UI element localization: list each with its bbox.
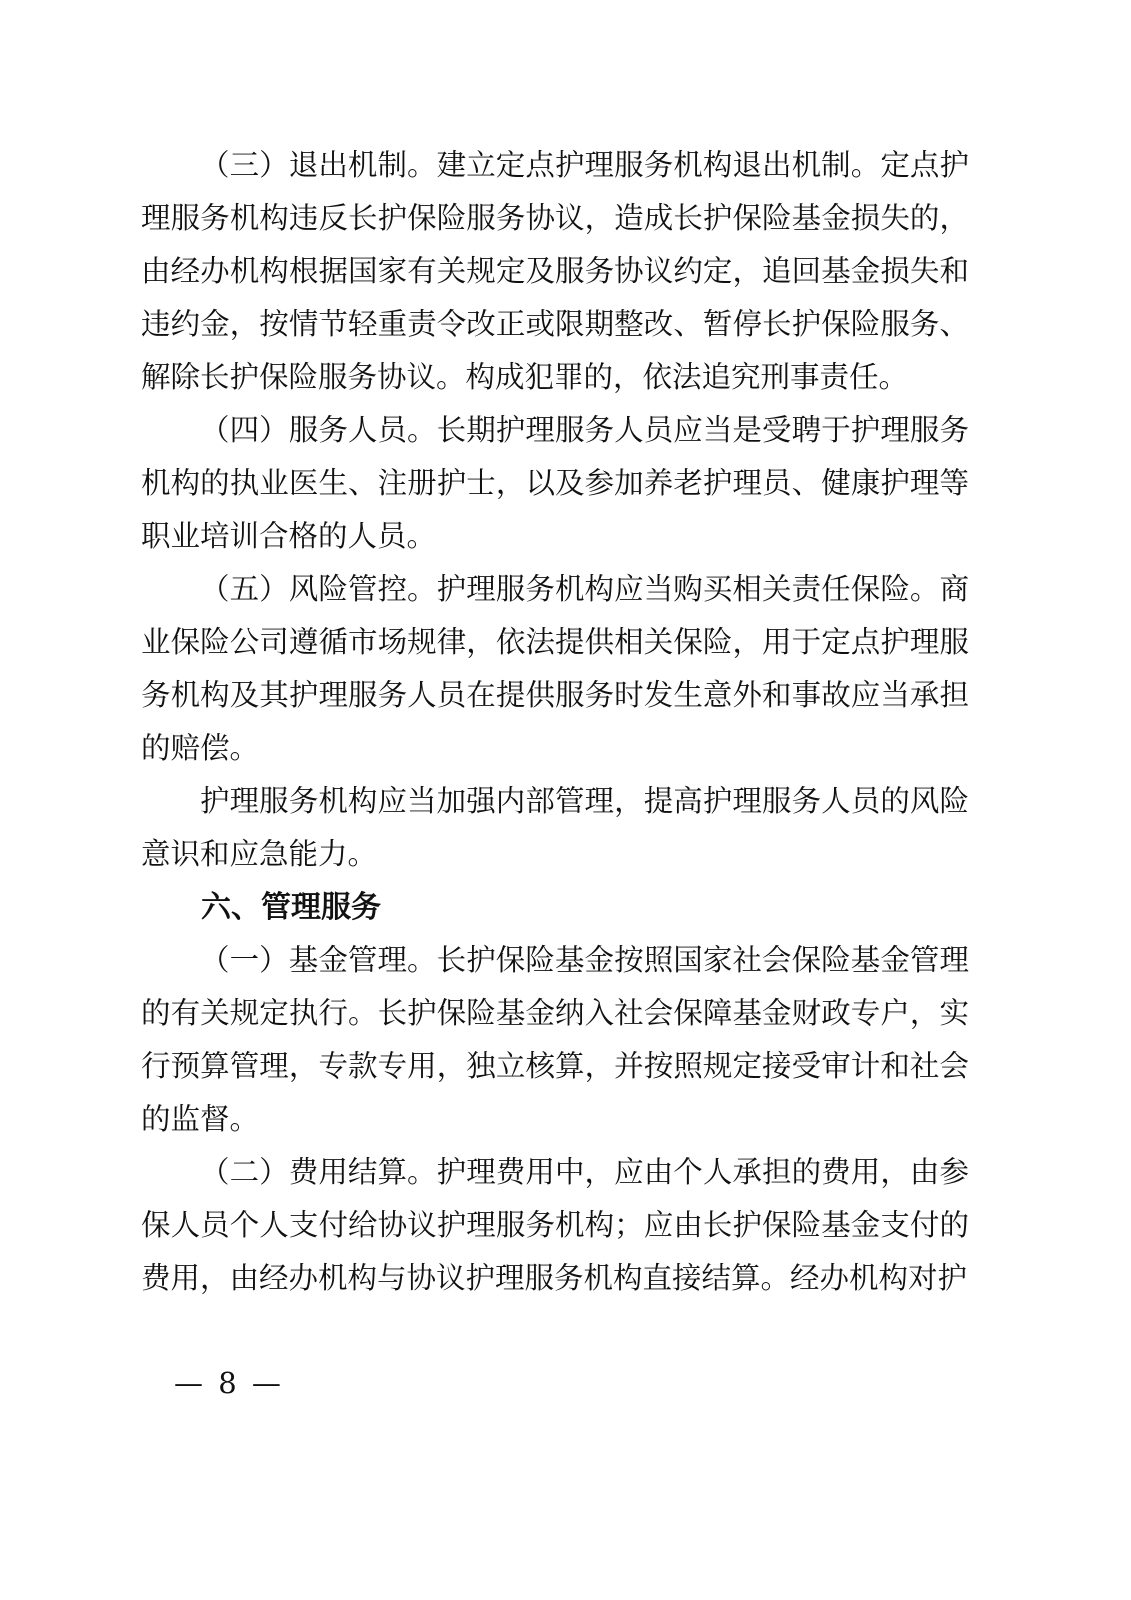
paragraph-service-personnel: （四）服务人员。长期护理服务人员应当是受聘于护理服务机构的执业医生、注册护士，以及参加养老护理员、健康护理等职业培训合格的人员。 <box>141 413 969 553</box>
paragraph-risk-control: （五）风险管控。护理服务机构应当购买相关责任保险。商业保险公司遵循市场规律，依法提供相关保险，用于定点护理服务机构及其护理服务人员在提供服务时发生意外和事故应当承担的赔偿。 <box>141 572 969 765</box>
document-body <box>141 139 969 1305</box>
page-number <box>174 1363 284 1403</box>
paragraph-fee-settlement: （二）费用结算。护理费用中，应由个人承担的费用，由参保人员个人支付给协议护理服务机构；应由长护保险基金支付的费用，由经办机构与协议护理服务机构直接结算。经办机构对护 <box>141 1155 969 1295</box>
paragraph-fund-management: （一）基金管理。长护保险基金按照国家社会保险基金管理的有关规定执行。长护保险基金纳入社会保障基金财政专户，实行预算管理，专款专用，独立核算，并按照规定接受审计和社会的监督。 <box>141 943 969 1136</box>
page-number-label: — 8 — <box>174 1366 284 1400</box>
paragraph-exit-mechanism: （三）退出机制。建立定点护理服务机构退出机制。定点护理服务机构违反长护保险服务协议，造成长护保险基金损失的，由经办机构根据国家有关规定及服务协议约定，追回基金损失和违约金，按情节轻重责令改正或限期整改、暂停长护保险服务、解除长护保险服务协议。构成犯罪的，依法追究刑事责任。 <box>141 148 969 394</box>
section-heading-management-services: 六、管理服务 <box>201 890 381 925</box>
paragraph-internal-management: 护理服务机构应当加强内部管理，提高护理服务人员的风险意识和应急能力。 <box>141 784 969 871</box>
